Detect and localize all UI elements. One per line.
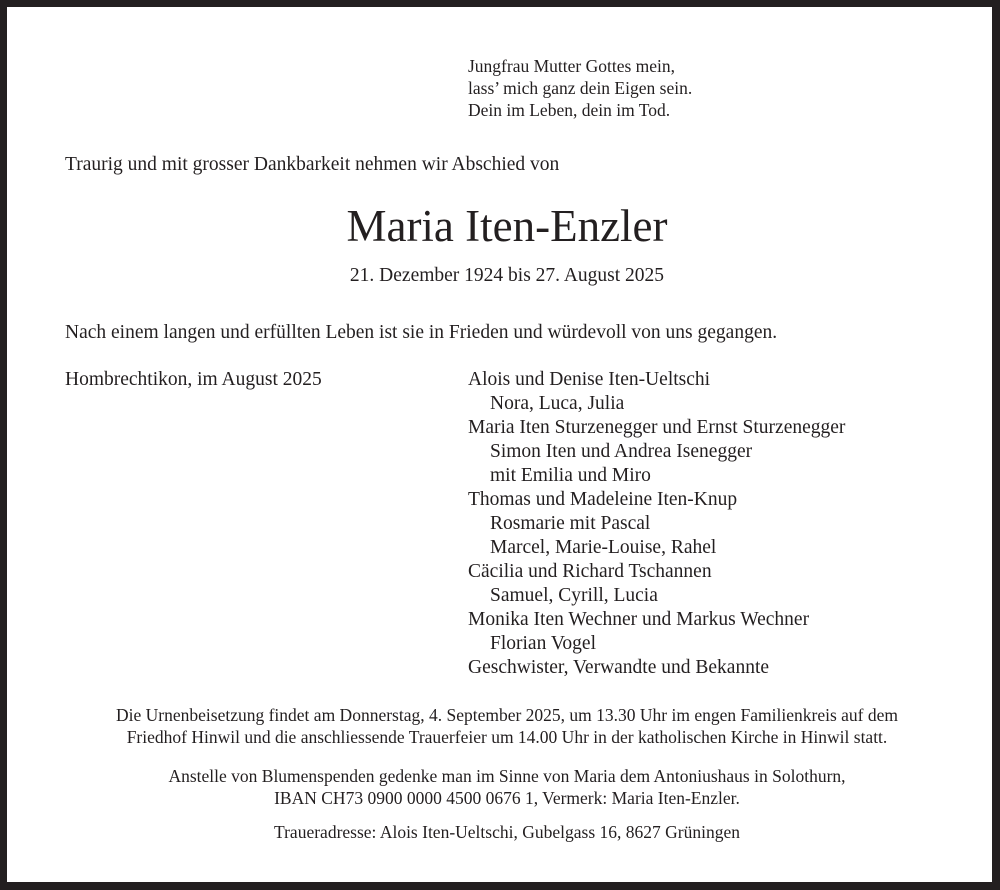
verse-line: Dein im Leben, dein im Tod. — [468, 100, 671, 120]
mourner-row: Samuel, Cyrill, Lucia — [490, 585, 658, 606]
verse-line: lass’ mich ganz dein Eigen sein. — [468, 78, 693, 98]
life-dates: 21. Dezember 1924 bis 27. August 2025 — [349, 265, 665, 286]
burial-notice-line: Die Urnenbeisetzung findet am Donnerstag, 4. September 2025, um 13.30 Uhr im engen Familienkreis auf dem — [116, 705, 898, 725]
mourner-row: Geschwister, Verwandte und Bekannte — [468, 657, 770, 678]
verse-line: Jungfrau Mutter Gottes mein, — [468, 56, 676, 76]
donation-notice-line: IBAN CH73 0900 0000 4500 0676 1, Vermerk: Maria Iten-Enzler. — [274, 788, 740, 808]
place-date: Hombrechtikon, im August 2025 — [65, 369, 322, 390]
donation-notice — [7, 765, 1000, 809]
intro-text: Traurig und mit grosser Dankbarkeit nehmen wir Abschied von — [65, 154, 560, 175]
mourner-row: Marcel, Marie-Louise, Rahel — [490, 537, 717, 558]
mourner-row: Maria Iten Sturzenegger und Ernst Sturzenegger — [468, 417, 846, 438]
verse — [468, 55, 692, 121]
mourner-row: Cäcilia und Richard Tschannen — [468, 561, 712, 582]
farewell-text: Nach einem langen und erfüllten Leben ist sie in Frieden und würdevoll von uns gegangen. — [65, 322, 778, 343]
burial-notice — [7, 704, 1000, 748]
deceased-name: Maria Iten-Enzler — [346, 201, 668, 251]
mourner-row: Rosmarie mit Pascal — [490, 513, 651, 534]
mourner-row: Nora, Luca, Julia — [490, 393, 625, 414]
mourner-row: mit Emilia und Miro — [490, 465, 651, 486]
mourner-row: Alois und Denise Iten-Ueltschi — [468, 369, 711, 390]
mourner-row: Florian Vogel — [490, 633, 596, 654]
mourners-list — [468, 368, 845, 680]
mourning-address-line: Traueradresse: Alois Iten-Ueltschi, Gubelgass 16, 8627 Grüningen — [274, 822, 740, 842]
donation-notice-line: Anstelle von Blumenspenden gedenke man im Sinne von Maria dem Antoniushaus in Solothurn, — [168, 766, 846, 786]
mourner-row: Thomas und Madeleine Iten-Knup — [468, 489, 738, 510]
mourner-row: Simon Iten und Andrea Isenegger — [490, 441, 753, 462]
mourning-address — [7, 821, 1000, 843]
mourner-row: Monika Iten Wechner und Markus Wechner — [468, 609, 810, 630]
burial-notice-line: Friedhof Hinwil und die anschliessende Trauerfeier um 14.00 Uhr in der katholischen Kirche in Hinwil statt. — [126, 727, 888, 747]
